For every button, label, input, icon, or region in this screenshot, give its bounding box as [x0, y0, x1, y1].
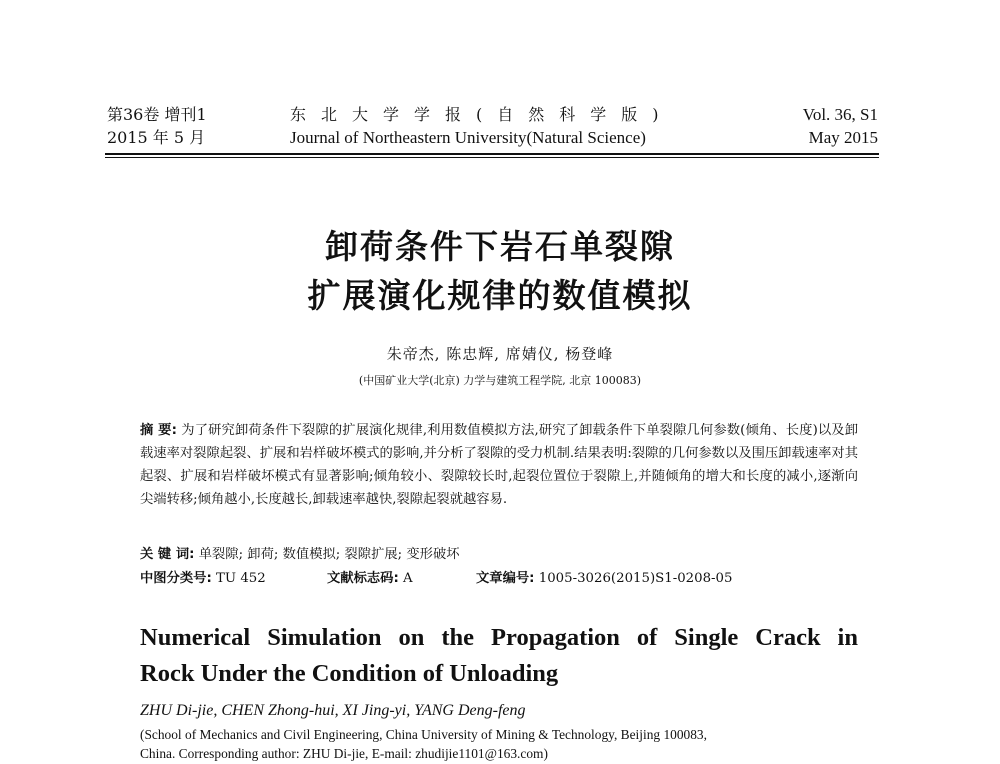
affiliation-en: [140, 725, 858, 763]
paper-title-en: [140, 620, 858, 692]
doc-code-block: [327, 569, 413, 589]
volume-issue-en: Vol. 36, S1: [802, 105, 878, 124]
abstract-label: 摘 要:: [140, 423, 177, 438]
title-line-1: 卸荷条件下岩石单裂隙: [325, 227, 675, 266]
clc-label: 中图分类号:: [140, 571, 212, 586]
journal-name: [290, 103, 674, 149]
clc-block: [140, 571, 266, 586]
affiliation-en-line-1: (School of Mechanics and Civil Engineering, China University of Mining & Technology, Beijing 100083,: [140, 727, 707, 742]
volume-info: [107, 103, 207, 149]
keywords-text: 单裂隙; 卸荷; 数值模拟; 裂隙扩展; 变形破坏: [198, 547, 460, 562]
header-rule-thick: [105, 153, 879, 155]
journal-header: [0, 103, 1000, 149]
volume-info-en: [803, 103, 878, 149]
doc-code-value: A: [403, 571, 413, 586]
keywords-label: 关 键 词:: [140, 547, 195, 562]
doc-code-label: 文献标志码:: [327, 571, 399, 586]
affiliation-cn: (中国矿业大学(北京) 力学与建筑工程学院, 北京 100083): [358, 374, 642, 387]
clc-value: TU 452: [216, 571, 266, 586]
authors-en: ZHU Di-jie, CHEN Zhong-hui, XI Jing-yi, YANG Deng-feng: [140, 702, 526, 719]
abstract-cn: [140, 419, 858, 511]
article-number-value: 1005-3026(2015)S1-0208-05: [538, 571, 733, 586]
paper-title-cn: [0, 222, 1000, 320]
affiliation-en-line-2: China. Corresponding author: ZHU Di-jie, E-mail: zhudijie1101@163.com): [140, 746, 548, 761]
publication-date-en: May 2015: [808, 128, 878, 147]
keywords-cn: [140, 545, 858, 565]
article-number-block: [476, 569, 732, 589]
header-rule-thin: [105, 157, 879, 158]
publication-date-cn: 2015 年 5 月: [107, 128, 206, 147]
journal-name-cn: 东北大学学报(自然科学版): [290, 105, 674, 124]
en-title-line-2: Rock Under the Condition of Unloading: [140, 660, 559, 687]
title-line-2: 扩展演化规律的数值模拟: [307, 276, 693, 315]
classification-line: [140, 569, 858, 589]
journal-name-en: Journal of Northeastern University(Natural Science): [290, 128, 646, 147]
volume-issue: 第36卷 增刊1: [107, 105, 207, 124]
abstract-text: 为了研究卸荷条件下裂隙的扩展演化规律,利用数值模拟方法,研究了卸载条件下单裂隙几何参数(倾角、长度)以及卸载速率对裂隙起裂、扩展和岩样破坏模式的影响,并分析了裂隙的受力机制.结果表明:裂隙的几何参数以及围压卸载速率对其起裂、扩展和岩样破坏模式有显著影响;倾角较小、裂隙较长时,起裂位置位于裂隙上,并随倾角的增大和长度的减小,逐渐向尖端转移;倾角越小,长度越长,卸载速率越快,裂隙起裂就越容易.: [140, 423, 859, 507]
article-number-label: 文章编号:: [476, 571, 535, 586]
authors-cn: 朱帝杰, 陈忠辉, 席婧仪, 杨登峰: [386, 345, 614, 363]
en-title-line-1: Numerical Simulation on the Propagation of Single Crack in: [140, 624, 858, 651]
